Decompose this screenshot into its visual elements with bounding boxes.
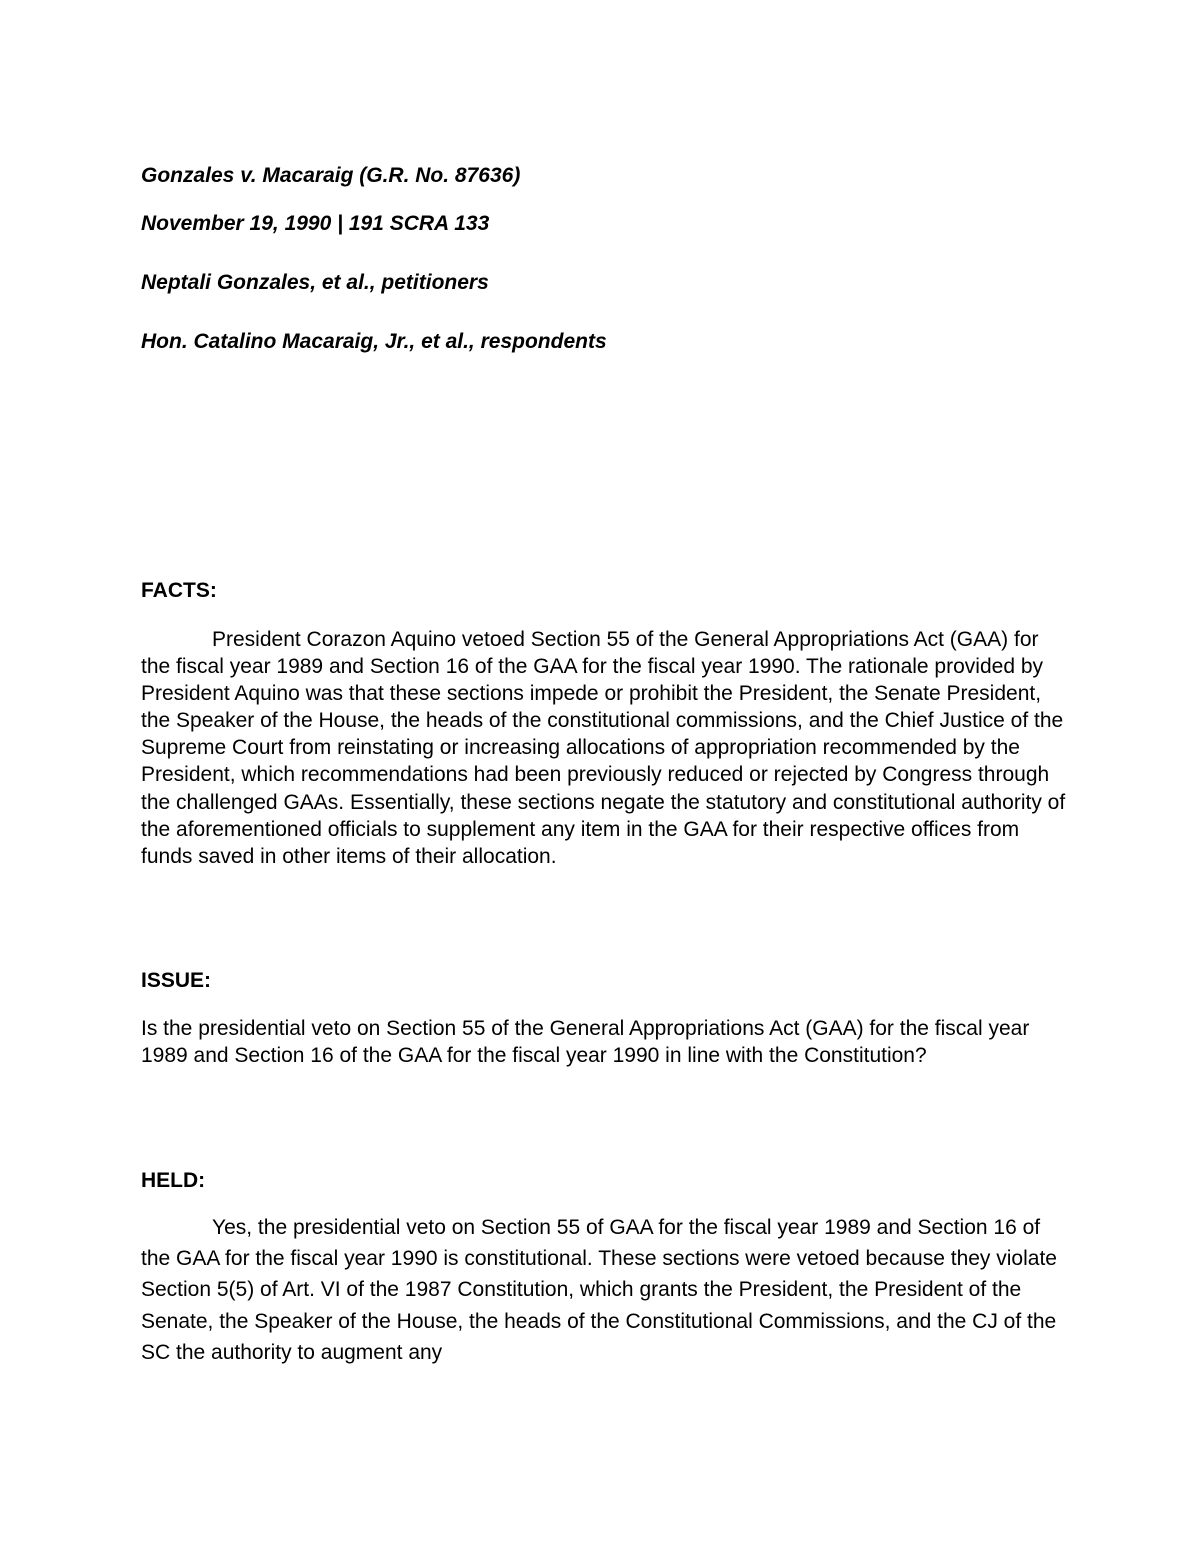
- held-heading: HELD:: [141, 1169, 206, 1192]
- petitioners-line: Neptali Gonzales, et al., petitioners: [141, 271, 489, 294]
- date-citation: November 19, 1990 | 191 SCRA 133: [141, 212, 490, 235]
- issue-paragraph: Is the presidential veto on Section 55 of the General Appropriations Act (GAA) for the fiscal year 1989 and Section 16 of the GAA for the fiscal year 1990 in line with the Constitution?: [141, 1017, 1030, 1068]
- case-title: Gonzales v. Macaraig (G.R. No. 87636): [141, 164, 521, 187]
- issue-heading: ISSUE:: [141, 969, 212, 992]
- facts-heading: FACTS:: [141, 579, 217, 602]
- respondents-line: Hon. Catalino Macaraig, Jr., et al., respondents: [141, 330, 607, 353]
- facts-paragraph: President Corazon Aquino vetoed Section 55 of the General Appropriations Act (GAA) for the fiscal year 1989 and Section 16 of the GAA for the fiscal year 1990. The rationale provided by President Aquino was that these sections impede or prohibit the President, the Senate President, the Speaker of the House, the heads of the constitutional commissions, and the Chief Justice of the Supreme Court from reinstating or increasing allocations of appropriation recommended by the President, which recommendations had been previously reduced or rejected by Congress through the challenged GAAs. Essentially, these sections negate the statutory and constitutional authority of the aforementioned officials to supplement any item in the GAA for their respective offices from funds saved in other items of their allocation.: [141, 628, 1066, 868]
- held-paragraph: Yes, the presidential veto on Section 55 of GAA for the fiscal year 1989 and Section 16 of the GAA for the fiscal year 1990 is constitutional. These sections were vetoed because they violate Section 5(5) of Art. VI of the 1987 Constitution, which grants the President, the President of the Senate, the Speaker of the House, the heads of the Constitutional Commissions, and the CJ of the SC the authority to augment any: [141, 1216, 1057, 1364]
